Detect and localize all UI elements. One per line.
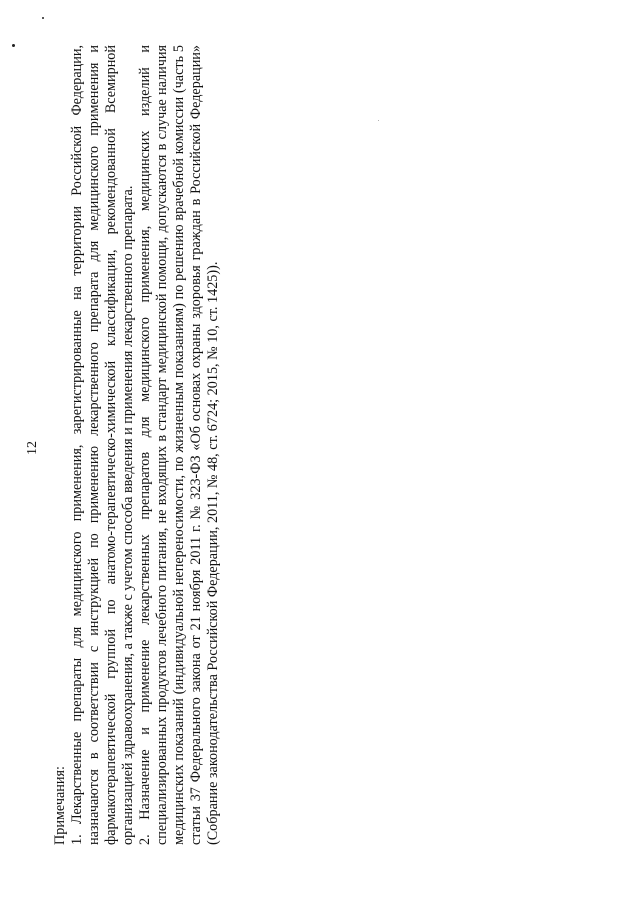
scan-speck (12, 44, 15, 47)
scan-speck (378, 120, 379, 121)
notes-title: Примечания: (52, 766, 68, 845)
page-number: 12 (25, 441, 40, 455)
note-item-1: 1. Лекарственные препараты для медицинского применения, зарегистрированные на территории Российской Федерации, назначаются в соответствии с инструкцией по применению лекарственного препарата для медицинского применения и фармакотерапевтической группой по анатомо-терапевтическо-химической классификации, рекомендованной Всемирной организацией здравоохранения, а также с учетом способа введения и применения лекарственного препарата. (69, 45, 136, 845)
note-item-2: 2. Назначение и применение лекарственных препаратов для медицинского применения, медицинских изделий и специализированных продуктов лечебного питания, не входящих в стандарт медицинской помощи, допускаются в случае наличия медицинских показаний (индивидуальной непереносимости, по жизненным показаниям) по решению врачебной комиссии (часть 5 статьи 37 Федерального закона от 21 ноября 2011 г. № 323-ФЗ «Об основах охраны здоровья граждан в Российской Федерации» (Собрание законодательства Российской Федерации, 2011, № 48, ст. 6724; 2015, № 10, ст. 1425)). (137, 45, 221, 845)
scan-speck (42, 17, 44, 19)
notes-block (52, 45, 242, 845)
